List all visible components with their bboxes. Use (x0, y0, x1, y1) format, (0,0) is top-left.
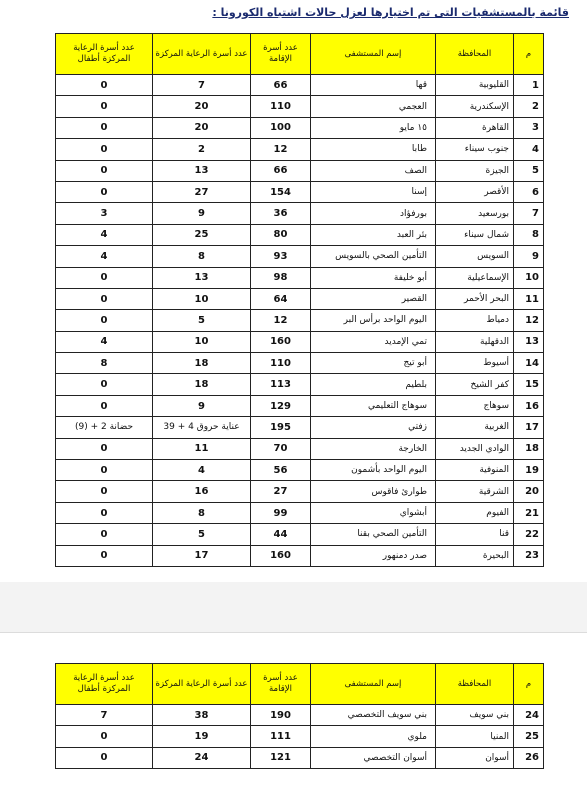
table-row (56, 288, 544, 309)
table-row (56, 438, 544, 459)
table-row (56, 353, 544, 374)
cell-icu: 25 (153, 224, 251, 245)
cell-icu: 20 (153, 117, 251, 138)
cell-icu: 24 (153, 747, 251, 768)
table-row (56, 96, 544, 117)
cell-no: 8 (514, 224, 544, 245)
cell-beds: 66 (251, 75, 311, 96)
cell-icu: 19 (153, 726, 251, 747)
header-icu-children: عدد أسرة الرعاية المركزة أطفال (56, 664, 153, 705)
cell-beds: 99 (251, 502, 311, 523)
cell-governorate: الجيزة (436, 160, 514, 181)
cell-no: 6 (514, 181, 544, 202)
cell-governorate: بورسعيد (436, 203, 514, 224)
table-row (56, 75, 544, 96)
header-icu: عدد أسرة الرعاية المركزة (153, 34, 251, 75)
cell-no: 1 (514, 75, 544, 96)
cell-icu-children: 0 (56, 438, 153, 459)
cell-icu-children: 4 (56, 331, 153, 352)
cell-icu: 9 (153, 395, 251, 416)
cell-hospital: أبو خليفة (311, 267, 436, 288)
cell-hospital: قها (311, 75, 436, 96)
cell-icu-children: 0 (56, 267, 153, 288)
cell-no: 3 (514, 117, 544, 138)
cell-hospital: سوهاج التعليمي (311, 395, 436, 416)
cell-icu-children: 0 (56, 75, 153, 96)
cell-hospital: بئر العبد (311, 224, 436, 245)
cell-beds: 100 (251, 117, 311, 138)
header-beds: عدد أسرة الإقامة (251, 664, 311, 705)
cell-governorate: المنوفية (436, 460, 514, 481)
cell-icu-children: 0 (56, 139, 153, 160)
table-row (56, 181, 544, 202)
cell-icu-children: 0 (56, 395, 153, 416)
table-row (56, 705, 544, 726)
table-row (56, 481, 544, 502)
cell-no: 5 (514, 160, 544, 181)
table-row (56, 203, 544, 224)
cell-hospital: طابا (311, 139, 436, 160)
cell-hospital: ملوي (311, 726, 436, 747)
cell-icu: 7 (153, 75, 251, 96)
cell-icu: 13 (153, 267, 251, 288)
cell-governorate: جنوب سيناء (436, 139, 514, 160)
cell-governorate: الدقهلية (436, 331, 514, 352)
cell-governorate: بني سويف (436, 705, 514, 726)
cell-icu: 8 (153, 502, 251, 523)
header-governorate: المحافظة (436, 34, 514, 75)
cell-icu: 4 (153, 460, 251, 481)
cell-beds: 154 (251, 181, 311, 202)
cell-no: 19 (514, 460, 544, 481)
cell-beds: 12 (251, 310, 311, 331)
cell-hospital: بني سويف التخصصي (311, 705, 436, 726)
cell-no: 16 (514, 395, 544, 416)
cell-icu: 2 (153, 139, 251, 160)
cell-no: 23 (514, 545, 544, 566)
cell-no: 9 (514, 246, 544, 267)
cell-governorate: الأقصر (436, 181, 514, 202)
header-governorate: المحافظة (436, 664, 514, 705)
cell-governorate: المنيا (436, 726, 514, 747)
table-row (56, 395, 544, 416)
cell-icu-children: 3 (56, 203, 153, 224)
cell-beds: 64 (251, 288, 311, 309)
cell-icu: 16 (153, 481, 251, 502)
cell-icu-children: 0 (56, 374, 153, 395)
cell-governorate: الوادي الجديد (436, 438, 514, 459)
cell-icu: 18 (153, 353, 251, 374)
header-row (56, 664, 544, 705)
cell-hospital: بلطيم (311, 374, 436, 395)
hospitals-table-1 (55, 33, 544, 567)
cell-icu-children: 0 (56, 181, 153, 202)
cell-icu: 13 (153, 160, 251, 181)
table-row (56, 726, 544, 747)
cell-hospital: اليوم الواحد برأس البر (311, 310, 436, 331)
cell-beds: 160 (251, 545, 311, 566)
table-row (56, 502, 544, 523)
table-row (56, 139, 544, 160)
cell-beds: 93 (251, 246, 311, 267)
cell-governorate: سوهاج (436, 395, 514, 416)
cell-beds: 110 (251, 353, 311, 374)
table-body-1 (56, 75, 544, 567)
cell-hospital: التأمين الصحي بالسويس (311, 246, 436, 267)
cell-icu: 10 (153, 288, 251, 309)
cell-beds: 70 (251, 438, 311, 459)
cell-hospital: أبشواي (311, 502, 436, 523)
cell-no: 25 (514, 726, 544, 747)
cell-beds: 190 (251, 705, 311, 726)
cell-hospital: طوارئ فاقوس (311, 481, 436, 502)
cell-beds: 121 (251, 747, 311, 768)
header-no: م (514, 664, 544, 705)
cell-no: 22 (514, 524, 544, 545)
cell-governorate: القاهرة (436, 117, 514, 138)
table-row (56, 160, 544, 181)
cell-governorate: قنا (436, 524, 514, 545)
cell-icu-children: 0 (56, 288, 153, 309)
cell-governorate: البحيرة (436, 545, 514, 566)
cell-hospital: زفتي (311, 417, 436, 438)
cell-no: 12 (514, 310, 544, 331)
table-row (56, 331, 544, 352)
table-row (56, 460, 544, 481)
cell-icu: 5 (153, 524, 251, 545)
cell-no: 7 (514, 203, 544, 224)
cell-icu: 20 (153, 96, 251, 117)
header-icu-children: عدد أسرة الرعاية المركزة أطفال (56, 34, 153, 75)
cell-icu-children: 0 (56, 117, 153, 138)
cell-icu: 17 (153, 545, 251, 566)
cell-icu-children: حضانة 2 + (9) (56, 417, 153, 438)
table-row (56, 117, 544, 138)
table-row (56, 310, 544, 331)
cell-beds: 27 (251, 481, 311, 502)
cell-hospital: بورفؤاد (311, 203, 436, 224)
cell-hospital: إسنا (311, 181, 436, 202)
cell-hospital: ١٥ مايو (311, 117, 436, 138)
cell-governorate: شمال سيناء (436, 224, 514, 245)
cell-hospital: العجمي (311, 96, 436, 117)
header-hospital: إسم المستشفى (311, 34, 436, 75)
cell-governorate: البحر الأحمر (436, 288, 514, 309)
cell-icu: 18 (153, 374, 251, 395)
cell-no: 2 (514, 96, 544, 117)
cell-no: 13 (514, 331, 544, 352)
cell-no: 17 (514, 417, 544, 438)
cell-hospital: أسوان التخصصي (311, 747, 436, 768)
cell-governorate: الإسكندرية (436, 96, 514, 117)
cell-icu-children: 0 (56, 747, 153, 768)
cell-no: 4 (514, 139, 544, 160)
cell-beds: 98 (251, 267, 311, 288)
page-2 (0, 632, 587, 801)
cell-no: 18 (514, 438, 544, 459)
cell-icu-children: 7 (56, 705, 153, 726)
cell-governorate: الإسماعيلية (436, 267, 514, 288)
cell-icu-children: 0 (56, 524, 153, 545)
table-row (56, 246, 544, 267)
cell-hospital: صدر دمنهور (311, 545, 436, 566)
cell-icu-children: 0 (56, 481, 153, 502)
cell-governorate: دمياط (436, 310, 514, 331)
cell-hospital: اليوم الواحد بأشمون (311, 460, 436, 481)
cell-icu: 9 (153, 203, 251, 224)
cell-icu-children: 8 (56, 353, 153, 374)
cell-governorate: القليوبية (436, 75, 514, 96)
document-title: قائمة بالمستشفيات التى تم اختيارها لعزل حالات اشتباه الكورونا : (212, 6, 569, 19)
cell-governorate: السويس (436, 246, 514, 267)
cell-icu-children: 0 (56, 545, 153, 566)
cell-no: 15 (514, 374, 544, 395)
table-row (56, 545, 544, 566)
cell-governorate: الشرقية (436, 481, 514, 502)
header-no: م (514, 34, 544, 75)
table-row (56, 267, 544, 288)
cell-icu: 38 (153, 705, 251, 726)
cell-no: 21 (514, 502, 544, 523)
cell-no: 26 (514, 747, 544, 768)
cell-governorate: أسيوط (436, 353, 514, 374)
cell-icu: 8 (153, 246, 251, 267)
cell-governorate: أسوان (436, 747, 514, 768)
table-row (56, 747, 544, 768)
cell-icu-children: 0 (56, 502, 153, 523)
cell-icu: عناية حروق 4 + 39 (153, 417, 251, 438)
cell-beds: 56 (251, 460, 311, 481)
cell-no: 20 (514, 481, 544, 502)
cell-beds: 80 (251, 224, 311, 245)
cell-beds: 111 (251, 726, 311, 747)
cell-icu-children: 4 (56, 246, 153, 267)
cell-beds: 113 (251, 374, 311, 395)
header-hospital: إسم المستشفى (311, 664, 436, 705)
cell-beds: 160 (251, 331, 311, 352)
cell-icu: 10 (153, 331, 251, 352)
cell-no: 14 (514, 353, 544, 374)
table-row (56, 417, 544, 438)
cell-beds: 195 (251, 417, 311, 438)
cell-icu: 5 (153, 310, 251, 331)
cell-icu-children: 0 (56, 460, 153, 481)
table-row (56, 524, 544, 545)
cell-beds: 66 (251, 160, 311, 181)
cell-icu-children: 4 (56, 224, 153, 245)
header-icu: عدد أسرة الرعاية المركزة (153, 664, 251, 705)
cell-governorate: الفيوم (436, 502, 514, 523)
cell-hospital: التأمين الصحي بقنا (311, 524, 436, 545)
cell-beds: 129 (251, 395, 311, 416)
cell-governorate: كفر الشيخ (436, 374, 514, 395)
cell-hospital: تمي الإمديد (311, 331, 436, 352)
cell-no: 11 (514, 288, 544, 309)
cell-beds: 110 (251, 96, 311, 117)
cell-icu: 11 (153, 438, 251, 459)
cell-beds: 44 (251, 524, 311, 545)
cell-icu-children: 0 (56, 310, 153, 331)
cell-icu-children: 0 (56, 160, 153, 181)
table-body-2 (56, 705, 544, 769)
table-row (56, 374, 544, 395)
cell-no: 10 (514, 267, 544, 288)
table-row (56, 224, 544, 245)
cell-no: 24 (514, 705, 544, 726)
cell-hospital: الخارجة (311, 438, 436, 459)
hospitals-table-2 (55, 663, 544, 769)
cell-icu-children: 0 (56, 726, 153, 747)
cell-hospital: القصير (311, 288, 436, 309)
header-beds: عدد أسرة الإقامة (251, 34, 311, 75)
cell-beds: 12 (251, 139, 311, 160)
cell-beds: 36 (251, 203, 311, 224)
cell-hospital: الصف (311, 160, 436, 181)
header-row (56, 34, 544, 75)
cell-hospital: أبو تيج (311, 353, 436, 374)
cell-icu-children: 0 (56, 96, 153, 117)
cell-governorate: الغربية (436, 417, 514, 438)
cell-icu: 27 (153, 181, 251, 202)
